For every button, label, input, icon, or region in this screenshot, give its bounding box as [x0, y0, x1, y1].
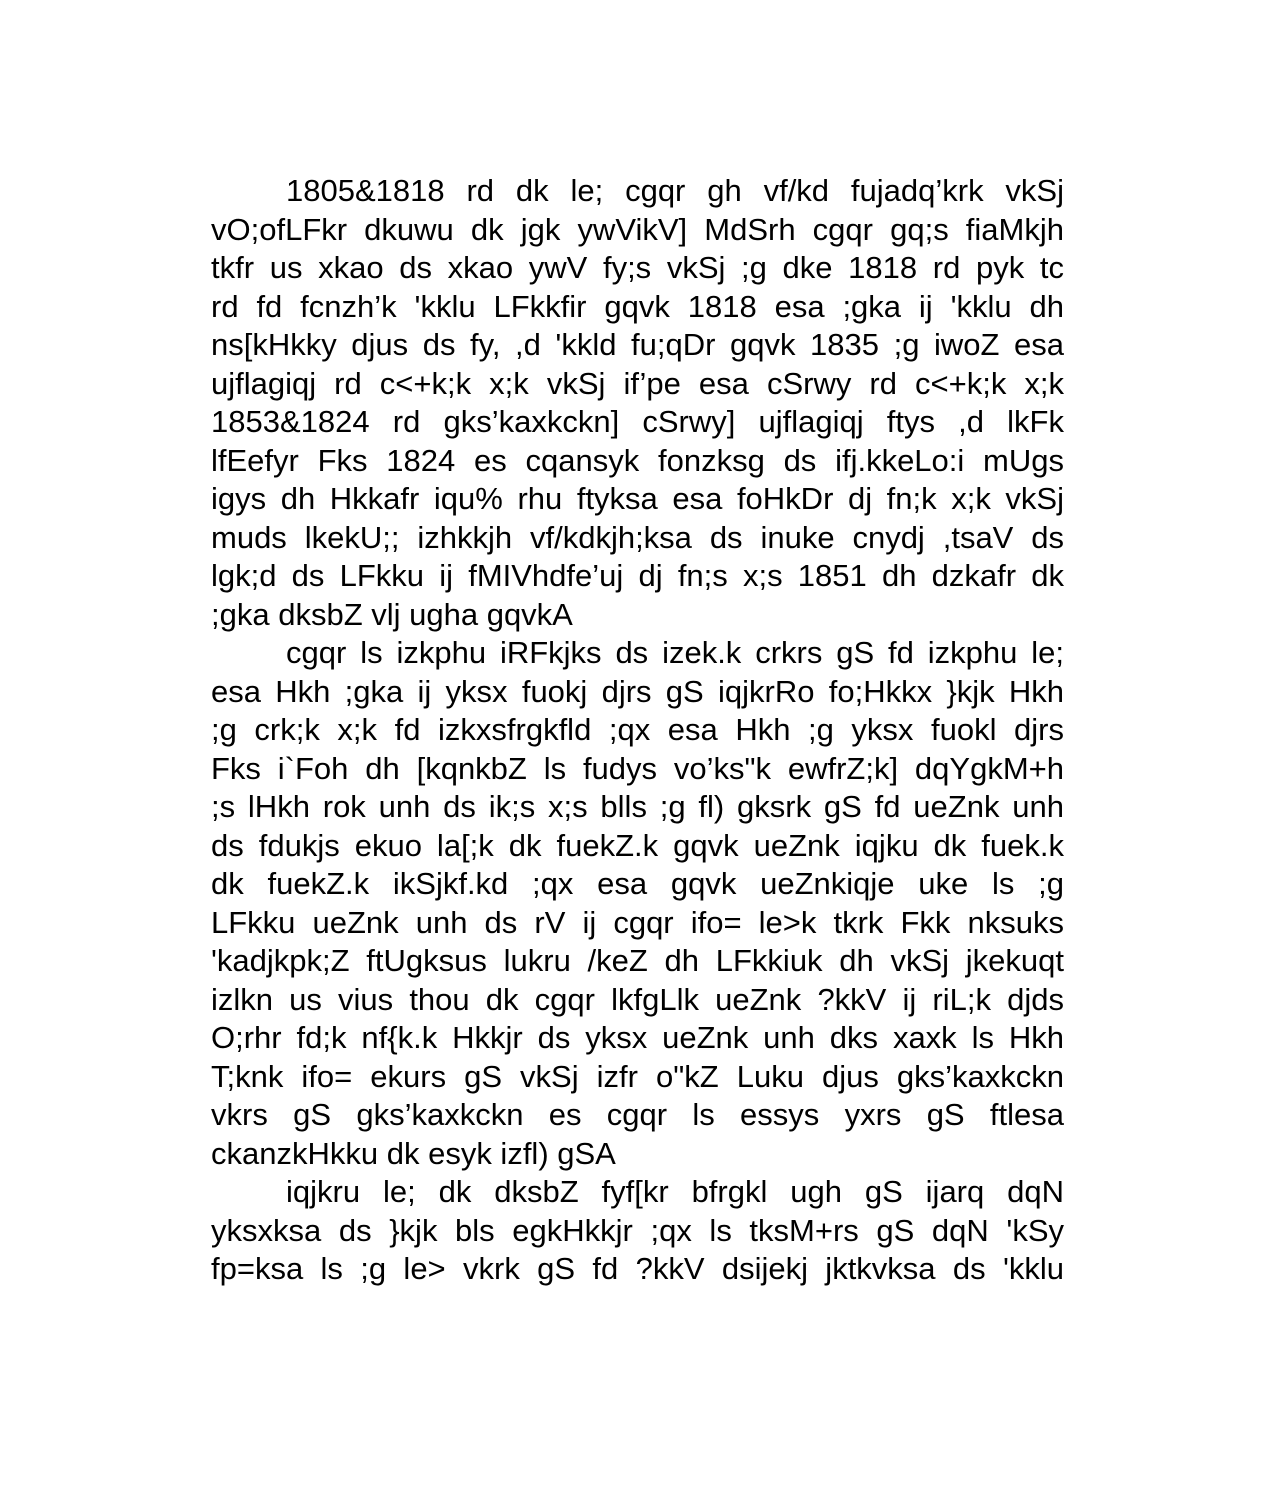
text-line: fp=ksa ls ;g le> vkrk gS fd ?kkV dsijekj jktkvksa ds 'kklu: [211, 1251, 1064, 1286]
text-line: ;gka dksbZ vlj ugha gqvkA: [211, 596, 573, 632]
text-line: 1805&1818 rd dk le; cgqr gh vf/kd fujadq’krk vkSj: [286, 173, 1064, 208]
text-line: LFkku ueZnk unh ds rV ij cgqr ifo= le>k tkrk Fkk nksuks: [211, 904, 1064, 940]
text-line: O;rhr fd;k nf{k.k Hkkjr ds yksx ueZnk unh dks xaxk ls Hkh: [211, 1020, 1064, 1055]
text-line: ckanzkHkku dk esyk izfl) gSA: [211, 1135, 616, 1171]
text-line: Fks i`Foh dh [kqnkbZ ls fudys vo’ks"k ewfrZ;k] dqYgkM+h: [211, 750, 1064, 786]
text-line: igys dh Hkkafr iqu% rhu ftyksa esa foHkDr dj fn;k x;k vkSj: [211, 481, 1064, 516]
text-line: dk fuekZ.k ikSjkf.kd ;qx esa gqvk ueZnkiqje uke ls ;g: [211, 866, 1064, 901]
text-line: tkfr us xkao ds xkao ywV fy;s vkSj ;g dke 1818 rd pyk tc: [211, 250, 1064, 285]
text-line: yksxksa ds }kjk bls egkHkkjr ;qx ls tksM+rs gS dqN 'kSy: [211, 1212, 1064, 1248]
document-page: [211, 172, 1064, 1289]
text-line: esa Hkh ;gka ij yksx fuokj djrs gS iqjkrRo fo;Hkkx }kjk Hkh: [211, 673, 1064, 709]
text-line: ns[kHkky djus ds fy, ,d 'kkld fu;qDr gqvk 1835 ;g iwoZ esa: [211, 327, 1064, 362]
text-line: izlkn us vius thou dk cgqr lkfgLlk ueZnk ?kkV ij riL;k djds: [211, 981, 1064, 1017]
text-line: muds lkekU;; izhkkjh vf/kdkjh;ksa ds inuke cnydj ,tsaV ds: [211, 519, 1064, 555]
text-line: 1853&1824 rd gks’kaxkckn] cSrwy] ujflagiqj ftys ,d lkFk: [211, 404, 1064, 439]
text-line: lfEefyr Fks 1824 es cqansyk fonzksg ds ifj.kkeLo:i mUgs: [211, 442, 1064, 478]
text-line: ;s lHkh rok unh ds ik;s x;s blls ;g fl) gksrk gS fd ueZnk unh: [211, 789, 1064, 824]
text-line: ujflagiqj rd c<+k;k x;k vkSj if’pe esa cSrwy rd c<+k;k x;k: [211, 365, 1064, 401]
text-line: cgqr ls izkphu iRFkjks ds izek.k crkrs gS fd izkphu le;: [286, 635, 1064, 670]
text-line: T;knk ifo= ekurs gS vkSj izfr o"kZ Luku djus gks’kaxkckn: [211, 1058, 1064, 1094]
text-line: vO;ofLFkr dkuwu dk jgk ywVikV] MdSrh cgqr gq;s fiaMkjh: [211, 211, 1064, 247]
text-line: lgk;d ds LFkku ij fMIVhdfe’uj dj fn;s x;s 1851 dh dzkafr dk: [211, 558, 1064, 593]
text-line: vkrs gS gks’kaxkckn es cgqr ls essys yxrs gS ftlesa: [211, 1097, 1064, 1132]
text-line: ds fdukjs ekuo la[;k dk fuekZ.k gqvk ueZnk iqjku dk fuek.k: [211, 827, 1064, 863]
text-line: rd fd fcnzh’k 'kklu LFkkfir gqvk 1818 esa ;gka ij 'kklu dh: [211, 288, 1064, 324]
text-line: 'kadjkpk;Z ftUgksus lukru /keZ dh LFkkiuk dh vkSj jkekuqt: [211, 943, 1064, 978]
text-line: iqjkru le; dk dksbZ fyf[kr bfrgkl ugh gS ijarq dqN: [286, 1174, 1064, 1209]
text-line: ;g crk;k x;k fd izkxsfrgkfld ;qx esa Hkh ;g yksx fuokl djrs: [211, 712, 1064, 747]
